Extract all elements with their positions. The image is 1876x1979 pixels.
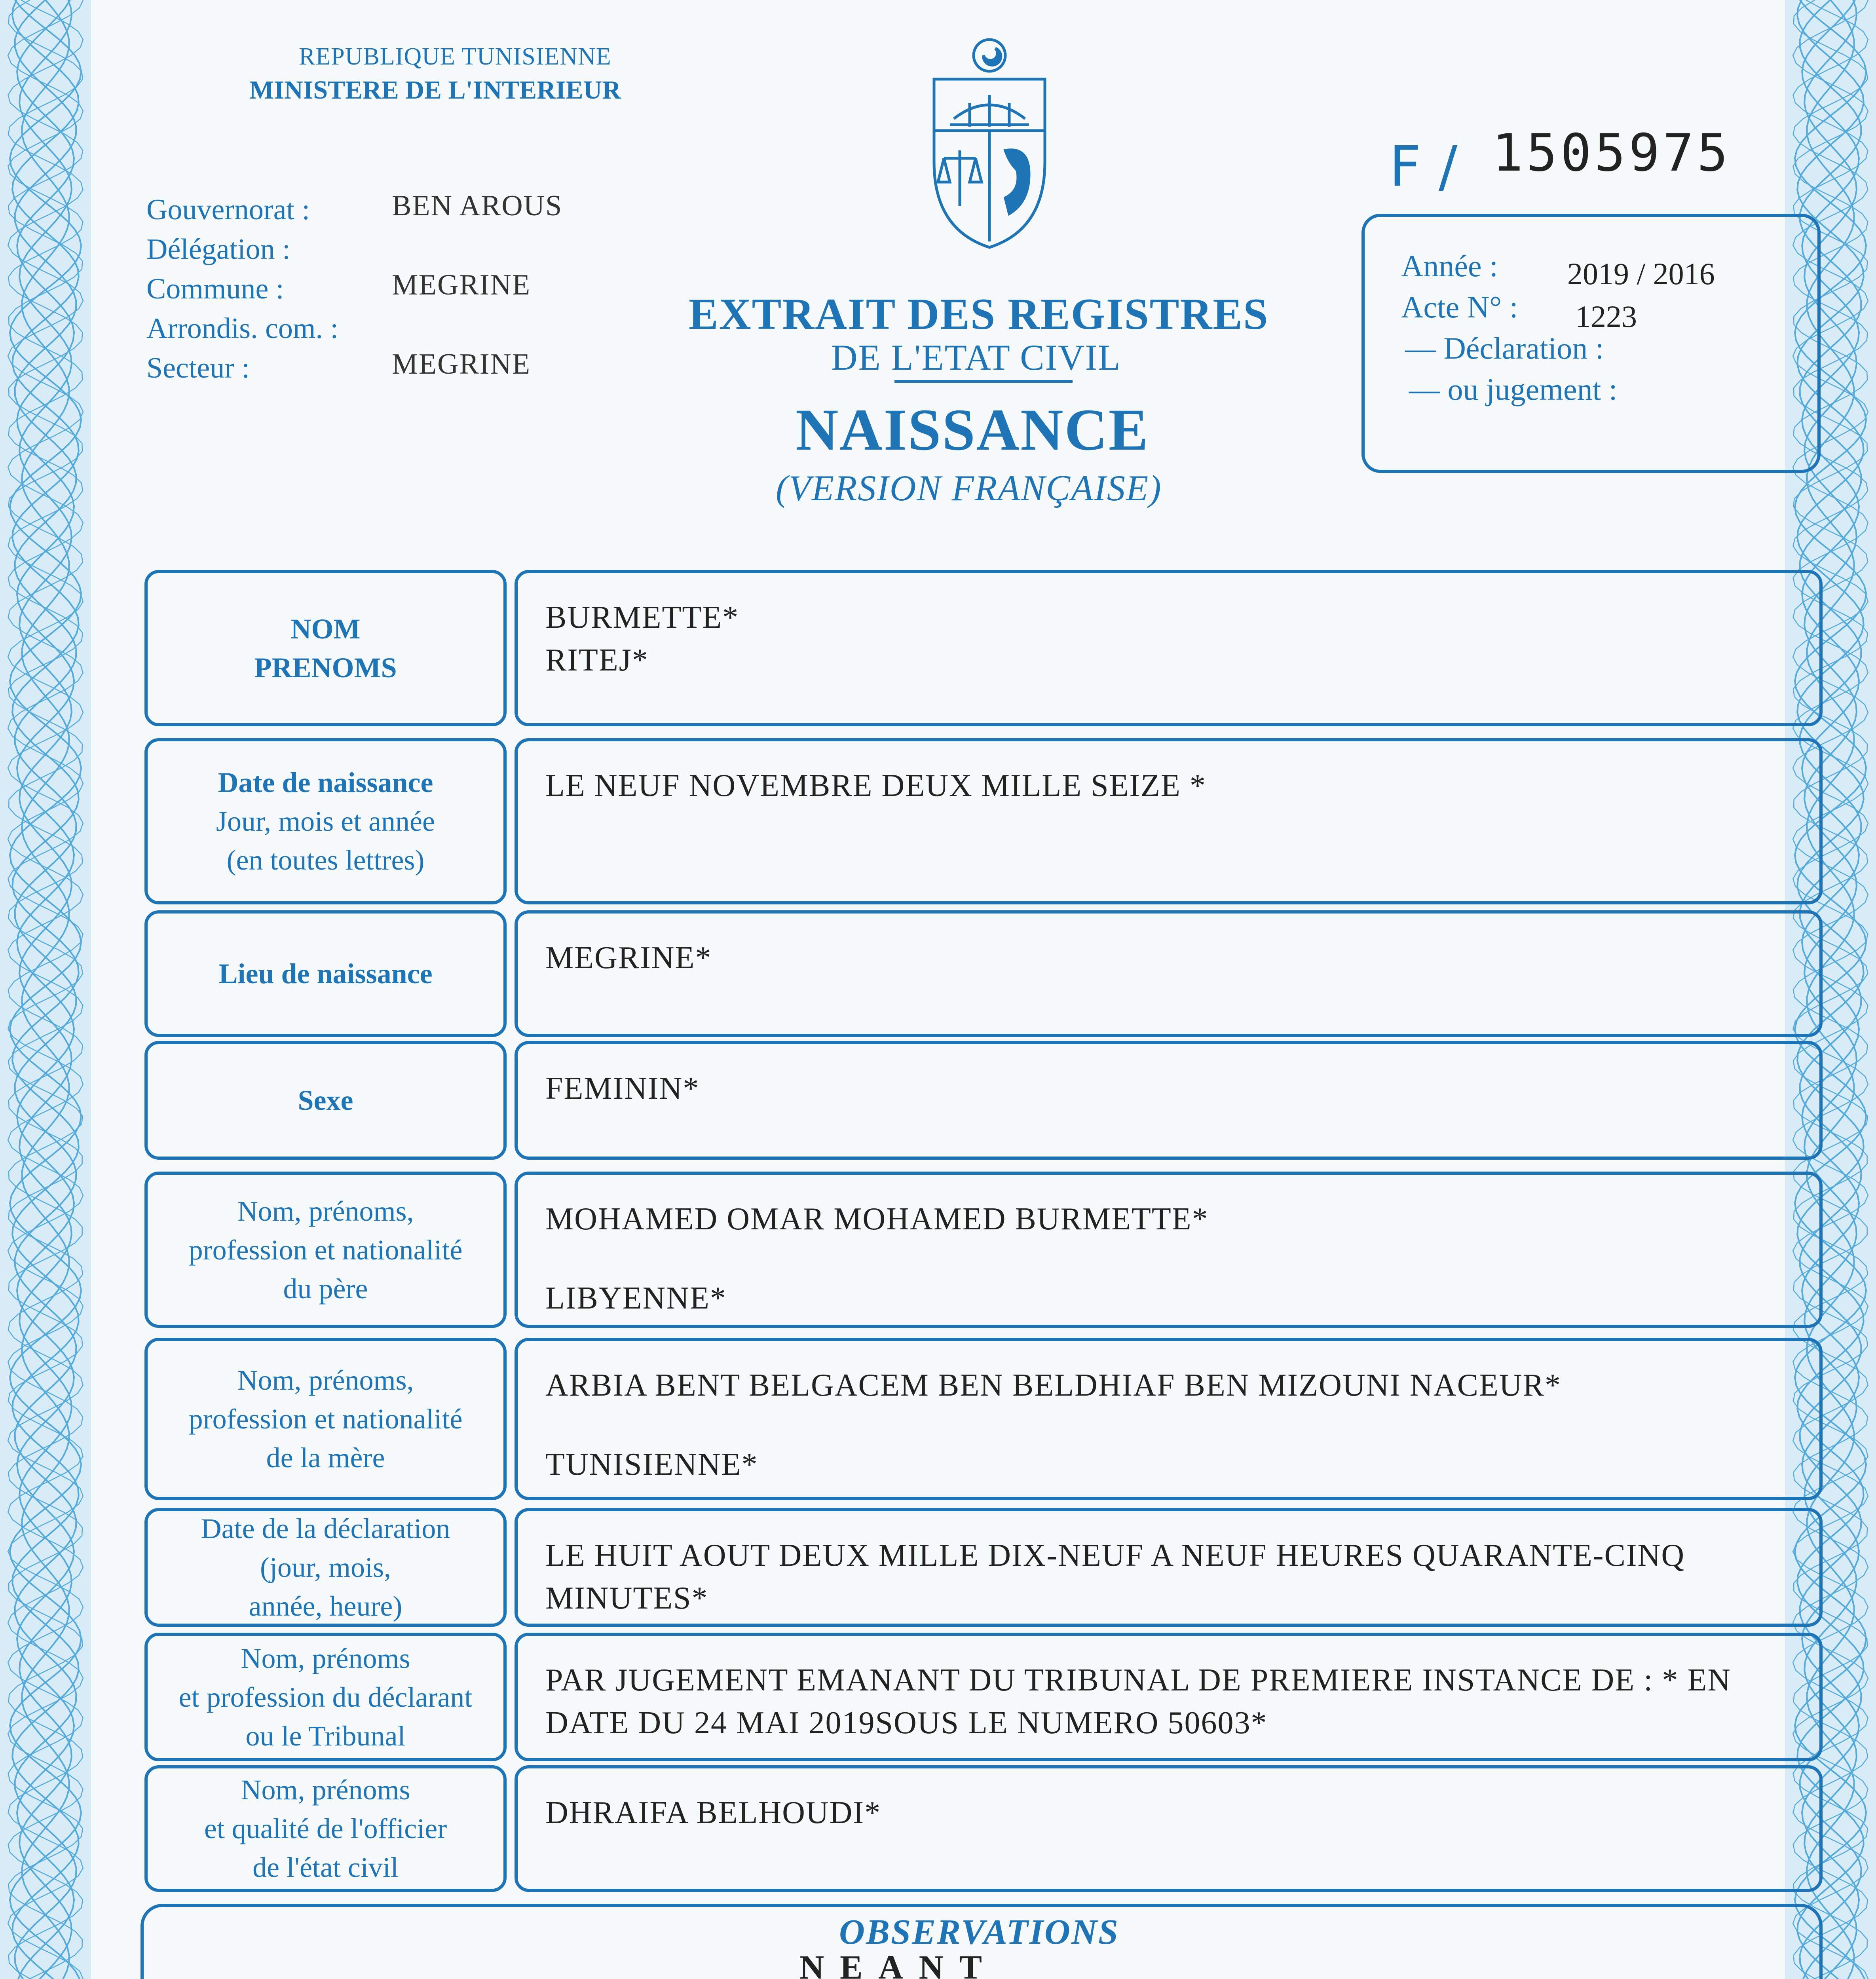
field-value-line: FEMININ* bbox=[545, 1071, 700, 1106]
field-value-box-7 bbox=[515, 1508, 1823, 1627]
field-label-bold-2: PRENOMS bbox=[254, 651, 397, 684]
field-label-line: (en toutes lettres) bbox=[226, 844, 425, 876]
field-label-line: Nom, prénoms bbox=[241, 1642, 410, 1674]
field-label-line: Date de la déclaration bbox=[201, 1513, 450, 1544]
arrondis-value bbox=[392, 305, 562, 344]
title-divider bbox=[894, 380, 1073, 383]
field-value-line: LIBYENNE* bbox=[545, 1281, 727, 1316]
field-value-box-9 bbox=[515, 1765, 1823, 1892]
title-extract: EXTRAIT DES REGISTRES bbox=[689, 290, 1269, 339]
tunisia-coat-of-arms-icon bbox=[910, 32, 1069, 253]
delegation-label: Délégation : bbox=[146, 233, 291, 266]
admin-values bbox=[392, 186, 562, 384]
field-label-line: et qualité de l'officier bbox=[204, 1813, 447, 1844]
field-value-line: TUNISIENNE* bbox=[545, 1447, 758, 1482]
field-value-line: MINUTES* bbox=[545, 1581, 708, 1616]
field-label-line: profession et nationalité bbox=[188, 1234, 463, 1266]
field-value-line: MEGRINE* bbox=[545, 940, 712, 975]
admin-labels bbox=[146, 190, 338, 388]
field-label-line: (jour, mois, bbox=[260, 1552, 391, 1583]
field-value-box-5 bbox=[515, 1172, 1823, 1328]
field-label-box-3 bbox=[144, 910, 507, 1037]
annee-value: 2019 / 2016 bbox=[1567, 256, 1715, 291]
field-label-line: profession et nationalité bbox=[188, 1403, 463, 1435]
field-value-line: LE HUIT AOUT DEUX MILLE DIX-NEUF A NEUF HEURES QUARANTE-CINQ bbox=[545, 1538, 1685, 1573]
title-birth: NAISSANCE bbox=[796, 397, 1149, 463]
field-label-line: Nom, prénoms, bbox=[237, 1364, 414, 1396]
field-value-line: RITEJ* bbox=[545, 643, 649, 678]
field-value-line: BURMETTE* bbox=[545, 600, 739, 635]
field-label-line: du père bbox=[283, 1272, 368, 1305]
serial-number: 1505975 bbox=[1492, 123, 1731, 183]
field-label-box-4 bbox=[144, 1041, 507, 1160]
title-french-version: (VERSION FRANÇAISE) bbox=[776, 468, 1162, 508]
field-label-bold: NOM bbox=[291, 613, 361, 645]
field-label-box-8 bbox=[144, 1633, 507, 1761]
field-label-line: de l'état civil bbox=[253, 1852, 399, 1883]
field-label-box-1 bbox=[144, 570, 507, 726]
declaration-label: — Déclaration : bbox=[1405, 331, 1604, 365]
jugement-label: — ou jugement : bbox=[1409, 372, 1618, 406]
field-label-line: et profession du déclarant bbox=[178, 1681, 473, 1713]
field-label-line: Nom, prénoms bbox=[241, 1774, 410, 1806]
field-label-bold: Sexe bbox=[298, 1084, 353, 1116]
observations-title: OBSERVATIONS bbox=[839, 1913, 1119, 1952]
field-value-box-8 bbox=[515, 1633, 1823, 1761]
field-label-box-5 bbox=[144, 1172, 507, 1328]
field-value-box-1 bbox=[515, 570, 1823, 726]
annee-label: Année : bbox=[1401, 249, 1498, 283]
field-label-line: année, heure) bbox=[249, 1590, 403, 1622]
secteur-label: Secteur : bbox=[146, 352, 250, 384]
field-label-box-7 bbox=[144, 1508, 507, 1627]
field-value-line: DHRAIFA BELHOUDI* bbox=[545, 1795, 881, 1830]
field-label-line: Jour, mois et année bbox=[216, 805, 435, 837]
field-value-line: MOHAMED OMAR MOHAMED BURMETTE* bbox=[545, 1202, 1209, 1236]
field-label-line: Nom, prénoms, bbox=[237, 1195, 414, 1227]
republic-heading: REPUBLIQUE TUNISIENNE bbox=[299, 43, 611, 70]
field-label-line: ou le Tribunal bbox=[245, 1720, 406, 1752]
field-value-line: ARBIA BENT BELGACEM BEN BELDHIAF BEN MIZOUNI NACEUR* bbox=[545, 1368, 1561, 1403]
left-guilloche-border bbox=[0, 0, 91, 1979]
field-label-box-2 bbox=[144, 738, 507, 904]
field-value-line: DATE DU 24 MAI 2019SOUS LE NUMERO 50603* bbox=[545, 1706, 1268, 1740]
field-label-bold: Date de naissance bbox=[218, 767, 433, 798]
ministry-heading: MINISTERE DE L'INTERIEUR bbox=[249, 76, 621, 104]
field-value-line: PAR JUGEMENT EMANANT DU TRIBUNAL DE PREMIERE INSTANCE DE : * EN bbox=[545, 1663, 1731, 1698]
gouvernorat-label: Gouvernorat : bbox=[146, 194, 310, 226]
field-label-line: de la mère bbox=[266, 1442, 385, 1474]
field-value-box-2 bbox=[515, 738, 1823, 904]
field-value-box-3 bbox=[515, 910, 1823, 1037]
serial-prefix: F / bbox=[1389, 135, 1458, 199]
field-label-box-6 bbox=[144, 1338, 507, 1500]
field-label-box-9 bbox=[144, 1765, 507, 1892]
gouvernorat-value: BEN AROUS bbox=[392, 190, 563, 222]
arrondis-label: Arrondis. com. : bbox=[146, 312, 339, 345]
field-label-bold: Lieu de naissance bbox=[218, 958, 433, 990]
field-value-box-6 bbox=[515, 1338, 1823, 1500]
delegation-value bbox=[392, 226, 562, 265]
field-value-line: LE NEUF NOVEMBRE DEUX MILLE SEIZE * bbox=[545, 768, 1206, 803]
commune-label: Commune : bbox=[146, 273, 284, 305]
observations-value: NEANT bbox=[799, 1948, 998, 1979]
secteur-value: MEGRINE bbox=[392, 348, 531, 380]
field-value-box-4 bbox=[515, 1041, 1823, 1160]
acte-label: Acte N° : bbox=[1401, 290, 1518, 324]
commune-value: MEGRINE bbox=[392, 269, 531, 301]
title-civil-status: DE L'ETAT CIVIL bbox=[831, 337, 1121, 378]
acte-value: 1223 bbox=[1575, 299, 1637, 334]
